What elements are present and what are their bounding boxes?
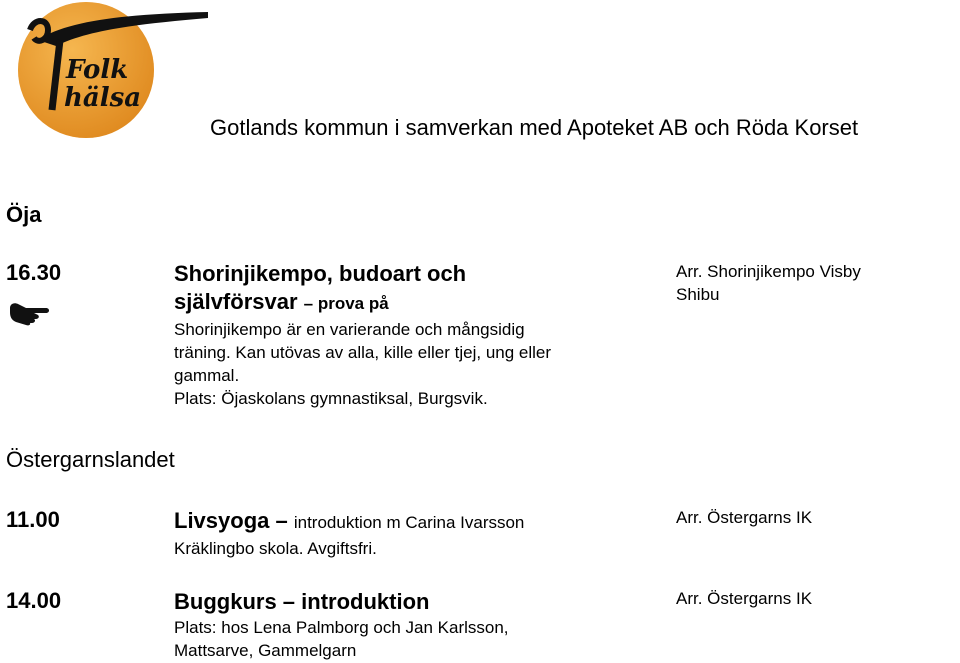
- event-subtitle: prova på: [317, 294, 389, 313]
- location-heading-ostergarnslandet: Östergarnslandet: [6, 447, 175, 472]
- event-time: 14.00: [6, 588, 62, 613]
- event-body-line: Shorinjikempo är en varierande och mångsidig: [174, 320, 525, 339]
- event-buggkurs: [174, 588, 654, 662]
- logo-text-halsa: hälsa: [64, 83, 142, 113]
- event-body-line: gammal.: [174, 366, 240, 385]
- header-tagline: Gotlands kommun i samverkan med Apoteket AB och Röda Korset: [210, 115, 859, 140]
- event-shorinjikempo: [174, 260, 654, 410]
- event-body-line: Plats: hos Lena Palmborg och Jan Karlsson,: [174, 618, 509, 637]
- event-title: Livsyoga: [174, 508, 270, 533]
- event-body-line: Mattsarve, Gammelgarn: [174, 641, 357, 660]
- event-organizer: Arr. Östergarns IK: [676, 508, 813, 527]
- event-title-line2: självförsvar – prova på: [174, 289, 389, 314]
- event-time: 16.30: [6, 260, 62, 285]
- event-body-line: träning. Kan utövas av alla, kille eller tjej, ung eller: [174, 343, 552, 362]
- event-subtitle: introduktion m Carina Ivarsson: [293, 513, 525, 532]
- logo-text-folk: Folk: [66, 55, 129, 85]
- organizer-line: Shibu: [676, 285, 720, 304]
- event-title: Buggkurs: [174, 589, 277, 614]
- event-subtitle: introduktion: [301, 589, 430, 614]
- event-organizer: [676, 260, 861, 306]
- folkhalsa-logo: [8, 0, 213, 140]
- event-title-line: Livsyoga – introduktion m Carina Ivarsson: [174, 508, 525, 533]
- event-time: 11.00: [6, 507, 60, 532]
- event-title: Shorinjikempo, budoart och: [174, 261, 467, 286]
- event-livsyoga: [174, 507, 654, 560]
- pointing-hand-icon: [8, 300, 50, 326]
- event-body-line: Kräklingbo skola. Avgiftsfri.: [174, 539, 377, 558]
- event-venue: Plats: Öjaskolans gymnastiksal, Burgsvik.: [174, 389, 488, 408]
- event-title-line: Buggkurs – introduktion: [174, 589, 430, 614]
- event-organizer: Arr. Östergarns IK: [676, 589, 813, 608]
- organizer-line: Arr. Shorinjikempo Visby: [676, 262, 861, 281]
- event-description: [174, 318, 654, 410]
- event-title-part: självförsvar: [174, 289, 298, 314]
- location-heading-oja: Öja: [6, 202, 42, 227]
